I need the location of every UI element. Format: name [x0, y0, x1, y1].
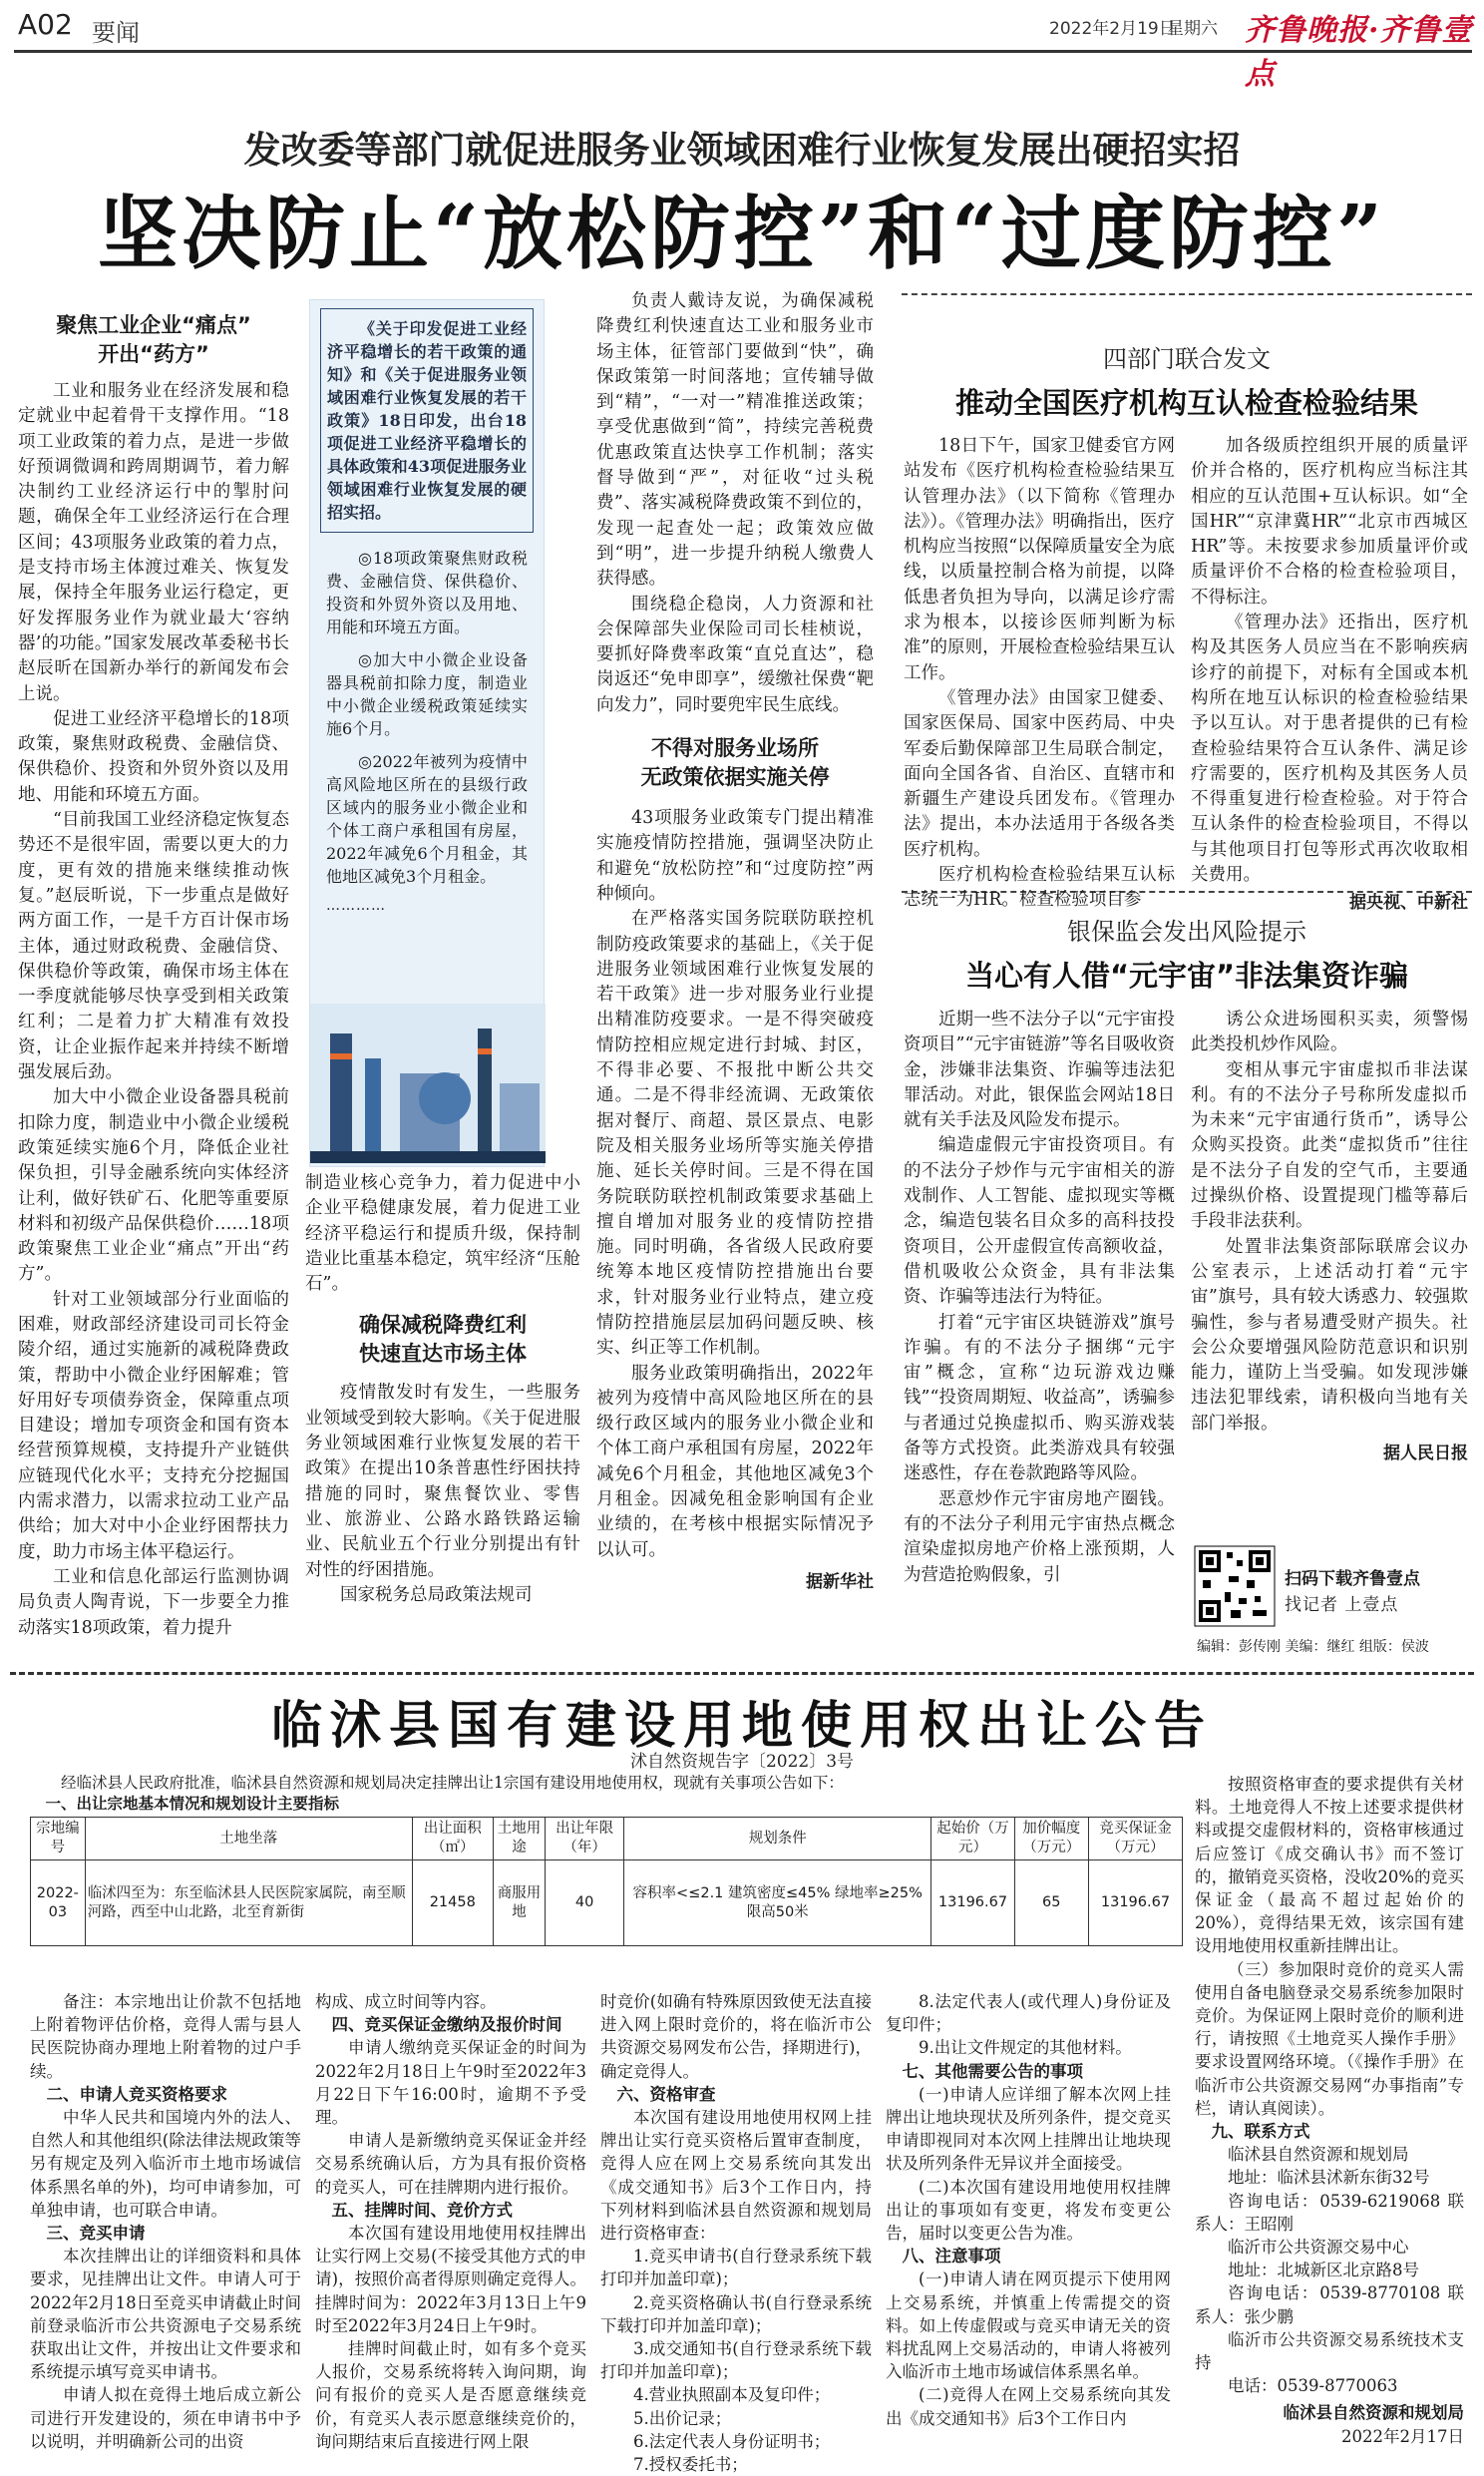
announcement-column-right	[1195, 1773, 1464, 2446]
sidebar-intro: 《关于印发促进工业经济平稳增长的若干政策的通知》和《关于促进服务业领域困难行业恢复发展的若干政策》18日印发，出台18项促进工业经济平稳增长的具体政策和43项促进服务业领域困难行业恢复发展的硬招实招。	[327, 319, 527, 522]
paragraph: 打着“元宇宙区块链游戏”旗号诈骗。有的不法分子捆绑“元宇宙”概念，宣称“边玩游戏边赚钱”“投资周期短、收益高”，诱骗参与者通过兑换虚拟币、购买游戏装备等方式投资。此类游戏具有较强迷惑性，存在卷款跑路等风险。	[904, 1312, 1175, 1484]
qr-module	[1253, 1610, 1267, 1616]
table-header: 土地用途	[493, 1818, 546, 1860]
paragraph: 变相从事元宇宙虚拟币非法谋利。有的不法分子号称所发虚拟币为未来“元宇宙通行货币”，诱导公众购买投资。此类“虚拟货币”往往是不法分子自发的空气币，主要通过操纵价格、设置提现门槛等幕后手段非法获利。	[1191, 1059, 1468, 1232]
headline-main: 坚决防止“放松防控”和“过度防控”	[97, 187, 1387, 280]
paragraph: 本次国有建设用地使用权网上挂牌出让实行竞买资格后置审查制度，竞得人应在网上交易系统向其发出《成交通知书》后3个工作日内，持下列材料到临沭县自然资源和规划局进行资格审查：	[600, 2108, 872, 2244]
paragraph: 挂牌时间截止时，如有多个竞买人报价，交易系统将转入询问期，询问有报价的竞买人是否愿意继续竞价，有竞买人表示愿意继续竞价的，询问期结束后直接进行网上限	[315, 2339, 586, 2451]
paragraph: 临沂市公共资源交易系统技术支持	[1195, 2329, 1464, 2373]
paragraph: “目前我国工业经济稳定恢复态势还不是很牢固，需要以更大的力度，更有效的措施来继续推动恢复。”赵辰昕说，下一步重点是做好两方面工作，一是千方百计保市场主体，通过财政税费、金融信贷、保供稳价等政策，确保市场主体在一季度就能够尽快享受到相关政策红利；二是着力扩大精准有效投资，让企业振作起来并持续不断增强发展后劲。	[18, 810, 289, 1083]
announcement-column	[600, 1990, 872, 2475]
table-cell: 13196.67	[931, 1860, 1014, 1946]
paragraph: 工业和信息化部运行监测协调局负责人陶青说，下一步要全力推动落实18项政策，着力提升	[18, 1566, 289, 1638]
paragraph: （三）参加限时竞价的竞买人需使用自备电脑登录交易系统参加限时竞价。为保证网上限时竞价的顺利进行，请按照《土地竞买人操作手册》要求设置网络环境。（《操作手册》在临沂市公共资源交易网“办事指南”专栏，请认真阅读）。	[1195, 1959, 1464, 2118]
paragraph: (一)申请人请在网页提示下使用网上交易系统，并慎重上传需提交的资料。如上传虚假或与竞买申请无关的资料扰乱网上交易活动的，申请人将被列入临沂市土地市场诚信体系黑名单。	[886, 2270, 1171, 2382]
paragraph-group	[596, 806, 874, 1563]
illustration-ground	[310, 1151, 546, 1163]
announcement-section: 一、出让宗地基本情况和规划设计主要指标	[45, 1795, 340, 1813]
paragraph: (一)申请人应详细了解本次网上挂牌出让地块现状及所列条件，提交竞买申请即视同对本次网上挂牌出让地块现状及所列条件无异议并全面接受。	[886, 2084, 1171, 2174]
paragraph: 3.成交通知书(自行登录系统下载打印并加盖印章)；	[600, 2339, 872, 2382]
illustration-chimney	[478, 1029, 492, 1153]
paragraph: 构成、成立时间等内容。	[315, 1992, 497, 2011]
announcement-header	[30, 1773, 1187, 1946]
article-credit: 据人民日报	[1383, 1444, 1468, 1464]
editor-credits: 编辑：彭传刚 美编：继红 组版：侯波	[1197, 1639, 1429, 1655]
paragraph: 服务业政策明确指出，2022年被列为疫情中高风险地区所在的县级行政区域内的服务业小微企业和个体工商户承租国有房屋，2022年减免6个月租金，其他地区减免3个月租金。因减免租金影响国有企业业绩的，在考核中根据实际情况予以认可。	[596, 1363, 874, 1560]
paragraph: 1.竞买申请书(自行登录系统下载打印并加盖印章)；	[600, 2247, 872, 2289]
paragraph: 申请人是新缴纳竞买保证金并经交易系统确认后，方为具有报价资格的竞买人，可在挂牌期内进行报价。	[315, 2131, 586, 2197]
paragraph: 8.法定代表人(或代理人)身份证及复印件；	[886, 1992, 1171, 2035]
table-header: 宗地编号	[31, 1818, 86, 1860]
article-column-3	[596, 289, 874, 1662]
story-column	[904, 1008, 1175, 1662]
paragraph: 加大中小微企业设备器具税前扣除力度，制造业中小微企业缓税政策延续实施6个月，降低企业社保负担，引导金融系统向实体经济让利，做好铁矿石、化肥等重要原材料和初级产品保供稳价……18项政策聚焦工业企业“痛点”开出“药方”。	[18, 1087, 289, 1285]
paragraph: 近期一些不法分子以“元宇宙投资项目”“元宇宙链游”等名目吸收资金，涉嫌非法集资、诈骗等违法犯罪活动。对此，银保监会网站18日就有关手法及风险发布提示。	[904, 1010, 1175, 1131]
paragraph: 电话：0539-8770063	[1228, 2376, 1398, 2396]
qr-caption: 扫码下载齐鲁壹点	[1285, 1569, 1420, 1589]
table-header-row	[31, 1818, 1183, 1860]
qr-code[interactable]	[1195, 1546, 1275, 1626]
paragraph: 5.出价记录；	[633, 2408, 732, 2428]
issue-date: 2022年2月19日	[1049, 19, 1176, 39]
table-header: 规划条件	[624, 1818, 931, 1860]
issue-weekday: 星期六	[1167, 19, 1218, 39]
paragraph: 中华人民共和国境内外的法人、自然人和其他组织(除法律法规政策等另有规定及列入临沂市土地市场诚信体系黑名单的外)，均可申请参加，可单独申请，也可联合申请。	[30, 2108, 301, 2220]
announcement-section: 二、申请人竞买资格要求	[46, 2084, 227, 2104]
section-name: 要闻	[92, 19, 140, 47]
paragraph: 地址：临沭县沭新东街32号	[1228, 2168, 1430, 2188]
qr-finder-core	[1206, 1557, 1214, 1565]
qr-module	[1225, 1592, 1231, 1602]
sidebar-intro-box	[320, 308, 534, 533]
illustration-tank	[419, 1072, 471, 1124]
announcement-column	[30, 1990, 301, 2451]
table-header: 出让年限（年）	[546, 1818, 624, 1860]
paragraph: 6.法定代表人身份证明书；	[633, 2431, 831, 2451]
article-credit: 据新华社	[806, 1571, 874, 1592]
paragraph: 《管理办法》由国家卫健委、国家医保局、国家中医药局、中央军委后勤保障部卫生局联合制定，面向全国各省、自治区、直辖市和新疆生产建设兵团发布。《管理办法》提出，本办法适用于各级各类医疗机构。	[904, 687, 1175, 860]
announcement-date: 2022年2月17日	[1341, 2426, 1464, 2446]
table-header: 加价幅度（万元）	[1014, 1818, 1088, 1860]
paragraph-group	[1191, 434, 1468, 888]
paragraph: 围绕稳企稳岗，人力资源和社会保障部失业保险司司长桂桢说，要抓好降费率政策“直兑直达”，稳岗返还“免申即享”，缓缴社保费“靶向发力”，同时要兜牢民生底线。	[596, 594, 874, 715]
land-info-table	[30, 1817, 1183, 1946]
table-cell: 2022-03	[31, 1860, 86, 1946]
qr-module	[1239, 1598, 1247, 1604]
paragraph: 负责人戴诗友说，为确保减税降费红利快速直达工业和服务业市场主体，征管部门要做到“快”，确保政策第一时间落地；宣传辅导做到“精”，“一对一”精准推送政策；享受优惠做到“简”，持续完善税费优惠政策直达快享工作机制；落实督导做到“严”，对征收“过头税费”、落实减税降费政策不到位的，发现一起查处一起；政策效应做到“明”，进一步提升纳税人缴费人获得感。	[596, 291, 874, 590]
table-cell: 13196.67	[1088, 1860, 1182, 1946]
announcement-signer: 临沭县自然资源和规划局	[1283, 2403, 1464, 2423]
paragraph: 按照资格审查的要求提供有关材料。土地竞得人不按上述要求提供材料或提交虚假材料的，资格审核通过后应签订《成交确认书》而不签订的，撤销竞买资格，没收20%的竞买保证金（最高不超过起始价的20%），竞得结果无效，该宗国有建设用地使用权重新挂牌出让。	[1195, 1775, 1464, 1956]
factory-illustration	[310, 1004, 546, 1163]
paragraph: 18日下午，国家卫健委官方网站发布《医疗机构检查检验结果互认管理办法》（以下简称《管理办法》）。《管理办法》明确指出，医疗机构应当按照“以保障质量安全为底线，以质量控制合格为前提，以降低患者负担为导向，以满足诊疗需求为根本，以接诊医师判断为标准”的原则，开展检查检验结果互认工作。	[904, 436, 1175, 683]
announcement-title: 临沭县国有建设用地使用权出让公告	[270, 1696, 1213, 1756]
section-heading: 确保减税降费红利 快速直达市场主体	[359, 1313, 527, 1367]
page-number: A02	[18, 8, 73, 41]
paragraph: 国家税务总局政策法规司	[340, 1584, 533, 1605]
paragraph: 申请人缴纳竞买保证金的时间为2022年2月18日上午9时至2022年3月22日下午16:00时，逾期不予受理。	[315, 2038, 586, 2128]
paragraph: ◎2022年被列为疫情中高风险地区所在的县级行政区域内的服务业小微企业和个体工商户承租国有房屋，2022年减免6个月租金，其他地区减免3个月租金。	[326, 752, 528, 886]
qr-module	[1229, 1576, 1239, 1582]
table-cell: 21458	[412, 1860, 493, 1946]
paragraph: (二)本次国有建设用地使用权挂牌出让的事项如有变更，将发布变更公告，届时以变更公告为准。	[886, 2177, 1171, 2244]
divider	[902, 293, 1472, 295]
paragraph: 处置非法集资部际联席会议办公室表示，上述活动打着“元宇宙”旗号，具有较大诱惑力、较强欺骗性，参与者易遭受财产损失。社会公众要增强风险防范意识和识别能力，谨防上当受骗。如发现涉嫌违法犯罪线索，请积极向当地有关部门举报。	[1191, 1236, 1468, 1434]
paragraph: 在严格落实国务院联防联控机制防疫政策要求的基础上，《关于促进服务业领域困难行业恢复发展的若干政策》进一步对服务业行业提出精准防疫要求。一是不得突破疫情防控相应规定进行封城、封区，不得非必要、不报批中断公共交通。二是不得非经流调、无政策依据对餐厅、商超、景区景点、电影院及相关服务业场所等实施关停措施、延长关停时间。三是不得在国务院联防联控机制政策要求基础上擅自增加对服务业的疫情防控措施。同时明确，各省级人民政府要统筹本地区疫情防控措施出台要求，针对服务业行业特点，建立疫情防控措施层层加码问题反映、核实、纠正等工作机制。	[596, 909, 874, 1359]
paragraph-group	[1195, 1773, 1464, 2120]
paragraph-group	[305, 1381, 580, 1608]
story-title: 当心有人借“元宇宙”非法集资诈骗	[964, 959, 1409, 993]
paragraph: ◎加大中小微企业设备器具税前扣除力度，制造业中小微企业缓税政策延续实施6个月。	[326, 650, 528, 738]
qr-module	[1247, 1580, 1255, 1588]
headline-subtitle: 发改委等部门就促进服务业领域困难行业恢复发展出硬招实招	[243, 129, 1241, 172]
qr-finder-core	[1256, 1557, 1264, 1565]
paragraph: 医疗机构检查检验结果互认标志统一为HR。检查检验项目参	[904, 865, 1175, 911]
illustration-tower	[330, 1033, 352, 1153]
story-kicker: 银保监会发出风险提示	[1067, 918, 1306, 946]
announcement-column	[886, 1990, 1171, 2428]
announcement-section: 九、联系方式	[1211, 2122, 1310, 2142]
table-header: 出让面积（㎡）	[412, 1818, 493, 1860]
story-column	[1191, 434, 1468, 914]
table-cell: 65	[1014, 1860, 1088, 1946]
paragraph: 诱公众进场囤积买卖，须警惕此类投机炒作风险。	[1191, 1010, 1468, 1055]
paragraph: 加各级质控组织开展的质量评价并合格的，医疗机构应当标注其相应的互认范围+互认标识。如“全国HR”“京津冀HR”“北京市西城区HR”等。未按要求参加质量评价或质量评价不合格的检查检验项目，不得标注。	[1191, 436, 1468, 608]
qr-module	[1231, 1610, 1241, 1618]
paragraph: 促进工业经济平稳增长的18项政策，聚焦财政税费、金融信贷、保供稳价、投资和外贸外资以及用地、用能和环境五方面。	[18, 708, 289, 805]
paragraph: 本次国有建设用地使用权挂牌出让实行网上交易(不接受其他方式的申请)，按照价高者得原则确定竞得人。挂牌时间为：2022年3月13日上午9时至2022年3月24日上午9时。	[315, 2224, 586, 2335]
qr-module	[1203, 1580, 1211, 1588]
paragraph: 地址：北城新区北京路8号	[1228, 2261, 1419, 2280]
illustration-stripe	[330, 1053, 352, 1059]
illustration-building	[500, 1083, 540, 1153]
announcement-section: 六、资格审查	[616, 2084, 716, 2104]
announcement-doc-number: 沭自然资规告字〔2022〕3号	[629, 1752, 855, 1772]
qr-module	[1227, 1552, 1233, 1558]
section-heading: 聚焦工业企业“痛点” 开出“药方”	[56, 313, 251, 366]
contact-list	[1195, 2143, 1464, 2397]
table-cell: 40	[546, 1860, 624, 1946]
article-column-2-lower	[305, 1171, 580, 1662]
paragraph: 针对工业领域部分行业面临的困难，财政部经济建设司司长符金陵介绍，通过实施新的减税降费政策，帮助中小微企业纾困解难；管好用好专项债券资金，保障重点项目建设；增加专项资金和国有资本经营预算规模，支持提升产业链供应链现代化水平；支持充分挖掘国内需求潜力，以需求拉动工业产品供给；加大对中小企业纾困帮扶力度，助力市场主体平稳运行。	[18, 1289, 289, 1562]
table-header: 土地坐落	[85, 1818, 412, 1860]
paragraph-group	[305, 1171, 580, 1297]
story-title: 推动全国医疗机构互认检查检验结果	[954, 386, 1418, 420]
paragraph: (二)竞得人在网上交易系统向其发出《成交通知书》后3个工作日内	[886, 2385, 1171, 2428]
story-column	[904, 434, 1175, 911]
table-header: 竞买保证金（万元）	[1088, 1818, 1182, 1860]
summary-sidebar	[309, 299, 545, 1167]
paragraph: ◎18项政策聚焦财政税费、金融信贷、保供稳价、投资和外贸外资以及用地、用能和环境五方面。	[326, 549, 528, 636]
sidebar-bullets	[310, 533, 544, 888]
story-kicker: 四部门联合发文	[1103, 345, 1271, 373]
table-header: 起始价（万元）	[931, 1818, 1014, 1860]
article-column-1	[18, 305, 289, 1662]
announcement-column	[315, 1990, 586, 2451]
announcement-intro: 经临沭县人民政府批准，临沭县自然资源和规划局决定挂牌出让1宗国有建设用地使用权，现就有关事项公告如下：	[61, 1774, 844, 1792]
paragraph: 临沂市公共资源交易中心	[1228, 2238, 1409, 2258]
paragraph: 备注：本宗地出让价款不包括地上附着物评估价格，竞得人需与县人民医院协商办理地上附着物的过户手续。	[30, 1992, 301, 2081]
qr-module	[1237, 1560, 1243, 1566]
paragraph: 4.营业执照副本及复印件；	[633, 2385, 831, 2405]
paragraph: 制造业核心竞争力，着力促进中小企业平稳健康发展，着力促进工业经济平稳运行和提质升级，保持制造业比重基本稳定，筑牢经济“压舱石”。	[305, 1173, 580, 1295]
paragraph: 申请人拟在竞得土地后成立新公司进行开发建设的，须在申请书中予以说明，并明确新公司的出资	[30, 2385, 301, 2451]
announcement-section: 八、注意事项	[902, 2247, 1001, 2267]
paragraph-group	[1191, 1008, 1468, 1437]
announcement-section: 三、竞买申请	[46, 2224, 146, 2244]
paragraph: 本次挂牌出让的详细资料和具体要求，见挂牌出让文件。申请人可于2022年2月18日至竞买申请截止时间前登录临沂市公共资源电子交易系统获取出让文件，并按出让文件要求和系统提示填写竞买申请书。	[30, 2247, 301, 2382]
illustration-stripe	[478, 1048, 492, 1054]
paragraph: 编造虚假元宇宙投资项目。有的不法分子炒作与元宇宙相关的游戏制作、人工智能、虚拟现实等概念，编造包装名目众多的高科技投资项目，公开虚假宣传高额收益，借机吸收公众资金，具有非法集资、诈骗等违法行为特征。	[904, 1135, 1175, 1308]
sidebar-ellipsis: …………	[326, 898, 386, 914]
article-credit: 据央视、中新社	[1349, 893, 1468, 914]
announcement-section: 五、挂牌时间、竞价方式	[331, 2200, 513, 2220]
paragraph: 《管理办法》还指出，医疗机构及其医务人员应当在不影响疾病诊疗的前提下，对标有全国或本机构所在地互认标识的检查检验结果予以互认。对于患者提供的已有检查检验结果符合互认条件、满足诊疗需要的，医疗机构及其医务人员不得重复进行检查检验。对于符合互认条件的检查检验项目，不得以与其他项目打包等形式再次收取相关费用。	[1191, 613, 1468, 886]
qr-caption: 找记者 上壹点	[1285, 1595, 1399, 1615]
paragraph-group	[596, 289, 874, 718]
paragraph: 临沭县自然资源和规划局	[1228, 2145, 1409, 2165]
masthead-logo: 齐鲁晚报·齐鲁壹点	[1245, 13, 1473, 92]
paragraph: 恶意炒作元宇宙房地产圈钱。有的不法分子利用元宇宙热点概念渲染虚拟房地产价格上涨预期，人为营造抢购假象，引	[904, 1488, 1175, 1585]
table-cell: 容积率<≤2.1 建筑密度≤45% 绿地率≥25% 限高50米	[624, 1860, 931, 1946]
table-row	[31, 1860, 1183, 1946]
announcement-section: 七、其他需要公告的事项	[902, 2061, 1083, 2081]
paragraph: 时竞价(如确有特殊原因致使无法直接进入网上限时竞价的，将在临沂市公共资源交易网发布公告，择期进行)，确定竞得人。	[600, 1992, 872, 2081]
divider	[10, 1672, 1474, 1675]
paragraph: 43项服务业政策专门提出精准实施疫情防控措施，强调坚决防止和避免“放松防控”和“过度防控”两种倾向。	[596, 808, 874, 904]
header-rule	[14, 50, 1472, 53]
qr-module	[1255, 1596, 1261, 1602]
paragraph: 疫情散发时有发生，一些服务业领域受到较大影响。《关于促进服务业领域困难行业恢复发展的若干政策》在提出10条普惠性纾困扶持措施的同时，聚焦餐饮业、零售业、旅游业、公路水路铁路运输业、民航业五个行业分别提出有针对性的纾困措施。	[305, 1383, 580, 1580]
paragraph-group	[18, 379, 289, 1641]
illustration-tower	[365, 1058, 381, 1153]
table-cell: 临沭四至为：东至临沭县人民医院家属院，南至顺河路，西至中山北路，北至育新街	[85, 1860, 412, 1946]
paragraph: 咨询电话：0539-8770108 联系人：张少鹏	[1195, 2283, 1464, 2326]
paragraph: 咨询电话：0539-6219068 联系人：王昭刚	[1195, 2191, 1464, 2234]
table-cell: 商服用地	[493, 1860, 546, 1946]
announcement-section: 四、竞买保证金缴纳及报价时间	[331, 2015, 562, 2035]
paragraph: 2.竞买资格确认书(自行登录系统下载打印并加盖印章)；	[600, 2292, 872, 2335]
paragraph: 7.授权委托书；	[633, 2455, 748, 2475]
paragraph: 9.出让文件规定的其他材料。	[919, 2038, 1132, 2058]
paragraph: 工业和服务业在经济发展和稳定就业中起着骨干支撑作用。“18项工业政策的着力点，是进一步做好预调微调和跨周期调节，着力解决制约工业经济运行中的掣肘问题，确保全年工业经济运行在合理区间；43项服务业政策的着力点，是支持市场主体渡过难关、恢复发展，保持全年服务业运行稳定，更好发挥服务业作为就业最大‘容纳器’的功能。”国家发展改革委秘书长赵辰昕在国新办举行的新闻发布会上说。	[18, 381, 289, 704]
section-heading: 不得对服务业场所 无政策依据实施关停	[640, 736, 830, 790]
qr-finder-core	[1206, 1607, 1214, 1615]
